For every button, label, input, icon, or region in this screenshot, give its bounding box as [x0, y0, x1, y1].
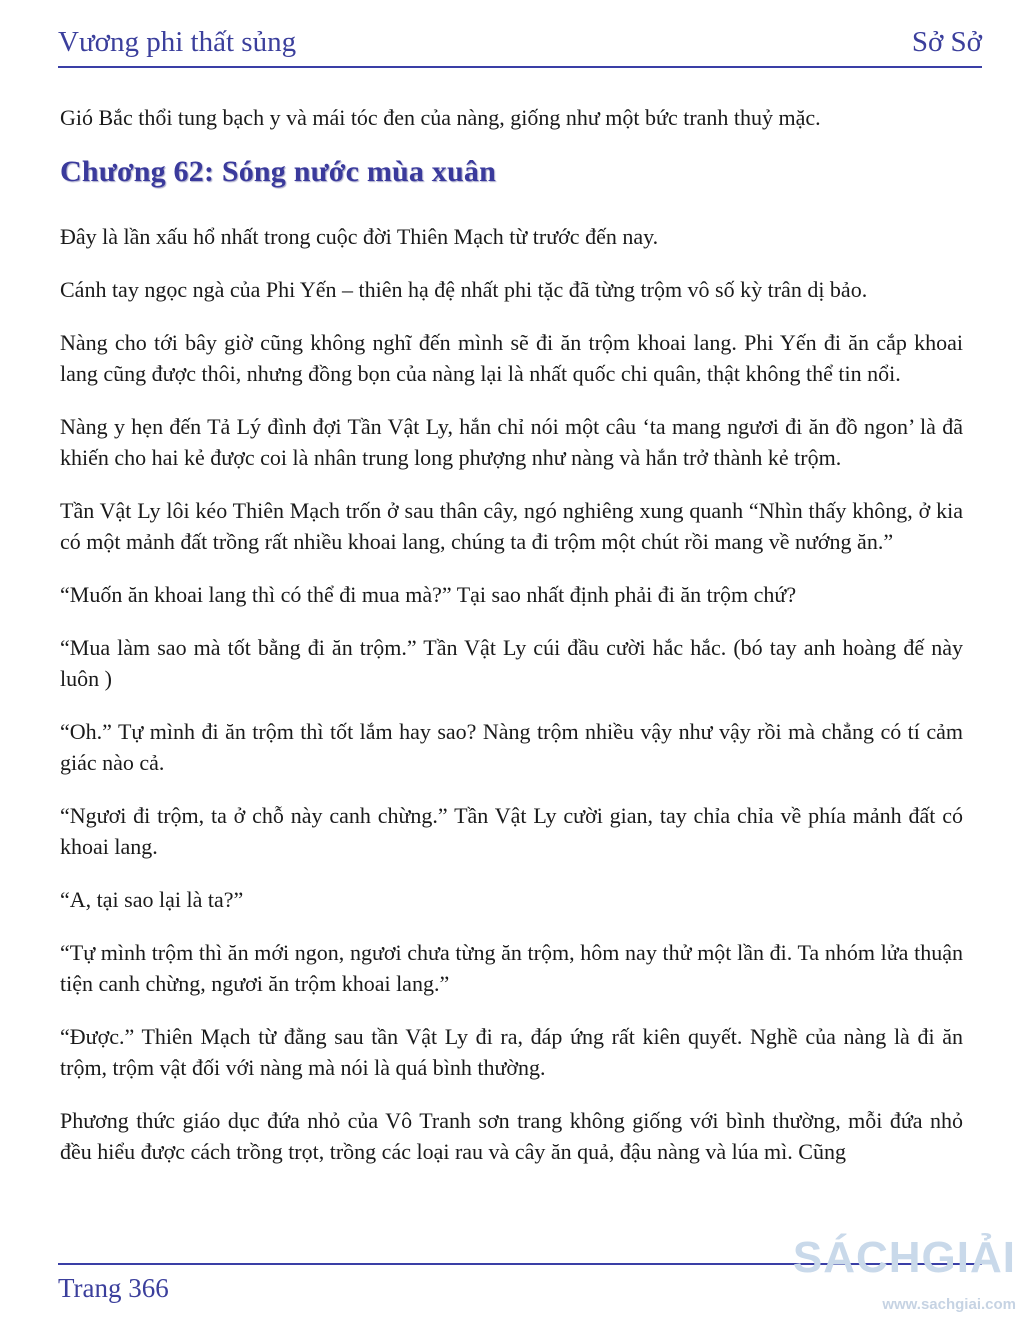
- watermark-url: www.sachgiai.com: [882, 1296, 1016, 1313]
- paragraph: Phương thức giáo dục đứa nhỏ của Vô Tranh sơn trang không giống với bình thường, mỗi đứa nhỏ đều hiểu được cách trồng trọt, trồng các loại rau và cây ăn quả, đậu nàng và lúa mì. Cũng: [60, 1108, 963, 1164]
- paragraph: “Ngươi đi trộm, ta ở chỗ này canh chừng.” Tần Vật Ly cười gian, tay chỉa chỉa về phía mảnh đất có khoai lang.: [60, 803, 963, 859]
- paragraph: Tần Vật Ly lôi kéo Thiên Mạch trốn ở sau thân cây, ngó nghiêng xung quanh “Nhìn thấy không, ở kia có một mảnh đất trồng rất nhiều khoai lang, chúng ta đi trộm một chút rồi mang về nướng ăn.”: [60, 498, 963, 554]
- paragraph: “Tự mình trộm thì ăn mới ngon, ngươi chưa từng ăn trộm, hôm nay thử một lần đi. Ta nhóm lửa thuận tiện canh chừng, ngươi ăn trộm khoai lang.”: [60, 940, 963, 996]
- paragraph: Nàng y hẹn đến Tả Lý đình đợi Tần Vật Ly, hắn chỉ nói một câu ‘ta mang ngươi đi ăn đồ ngon’ là đã khiến cho hai kẻ được coi là nhân trung long phượng như nàng và hắn trở thành kẻ trộm.: [60, 414, 963, 470]
- paragraph: “Muốn ăn khoai lang thì có thể đi mua mà?” Tại sao nhất định phải đi ăn trộm chứ?: [60, 582, 797, 607]
- paragraph: Đây là lần xấu hổ nhất trong cuộc đời Thiên Mạch từ trước đến nay.: [60, 224, 659, 249]
- paragraph: Cánh tay ngọc ngà của Phi Yến – thiên hạ đệ nhất phi tặc đã từng trộm vô số kỳ trân dị bảo.: [60, 277, 868, 302]
- page-header: [58, 22, 982, 68]
- paragraph: “Được.” Thiên Mạch từ đằng sau tần Vật Ly đi ra, đáp ứng rất kiên quyết. Nghề của nàng là đi ăn trộm, trộm vật đối với nàng mà nói là quá bình thường.: [60, 1024, 963, 1080]
- paragraph: Nàng cho tới bây giờ cũng không nghĩ đến mình sẽ đi ăn trộm khoai lang. Phi Yến đi ăn cắp khoai lang cũng được thôi, nhưng đồng bọn của nàng lại là nhất quốc chi quân, thật không thể tin nổi.: [60, 330, 963, 386]
- paragraph: “A, tại sao lại là ta?”: [60, 887, 244, 912]
- watermark: [792, 1233, 1016, 1318]
- paragraph: “Oh.” Tự mình đi ăn trộm thì tốt lắm hay sao? Nàng trộm nhiều vậy như vậy rồi mà chẳng có tí cảm giác nào cả.: [60, 719, 963, 775]
- author-name: Sở Sở: [911, 26, 982, 58]
- chapter-title: Chương 62: Sóng nước mùa xuân: [60, 155, 496, 188]
- watermark-logo: SÁCHGIẢI: [792, 1233, 1016, 1282]
- page-number: Trang 366: [58, 1273, 169, 1303]
- paragraph: “Mua làm sao mà tốt bằng đi ăn trộm.” Tần Vật Ly cúi đầu cười hắc hắc. (bó tay anh hoàng đế này luôn ): [60, 635, 963, 691]
- intro-paragraph: Gió Bắc thổi tung bạch y và mái tóc đen của nàng, giống như một bức tranh thuỷ mặc.: [60, 105, 821, 130]
- book-title: Vương phi thất sủng: [58, 26, 297, 58]
- page-content: [60, 102, 963, 1189]
